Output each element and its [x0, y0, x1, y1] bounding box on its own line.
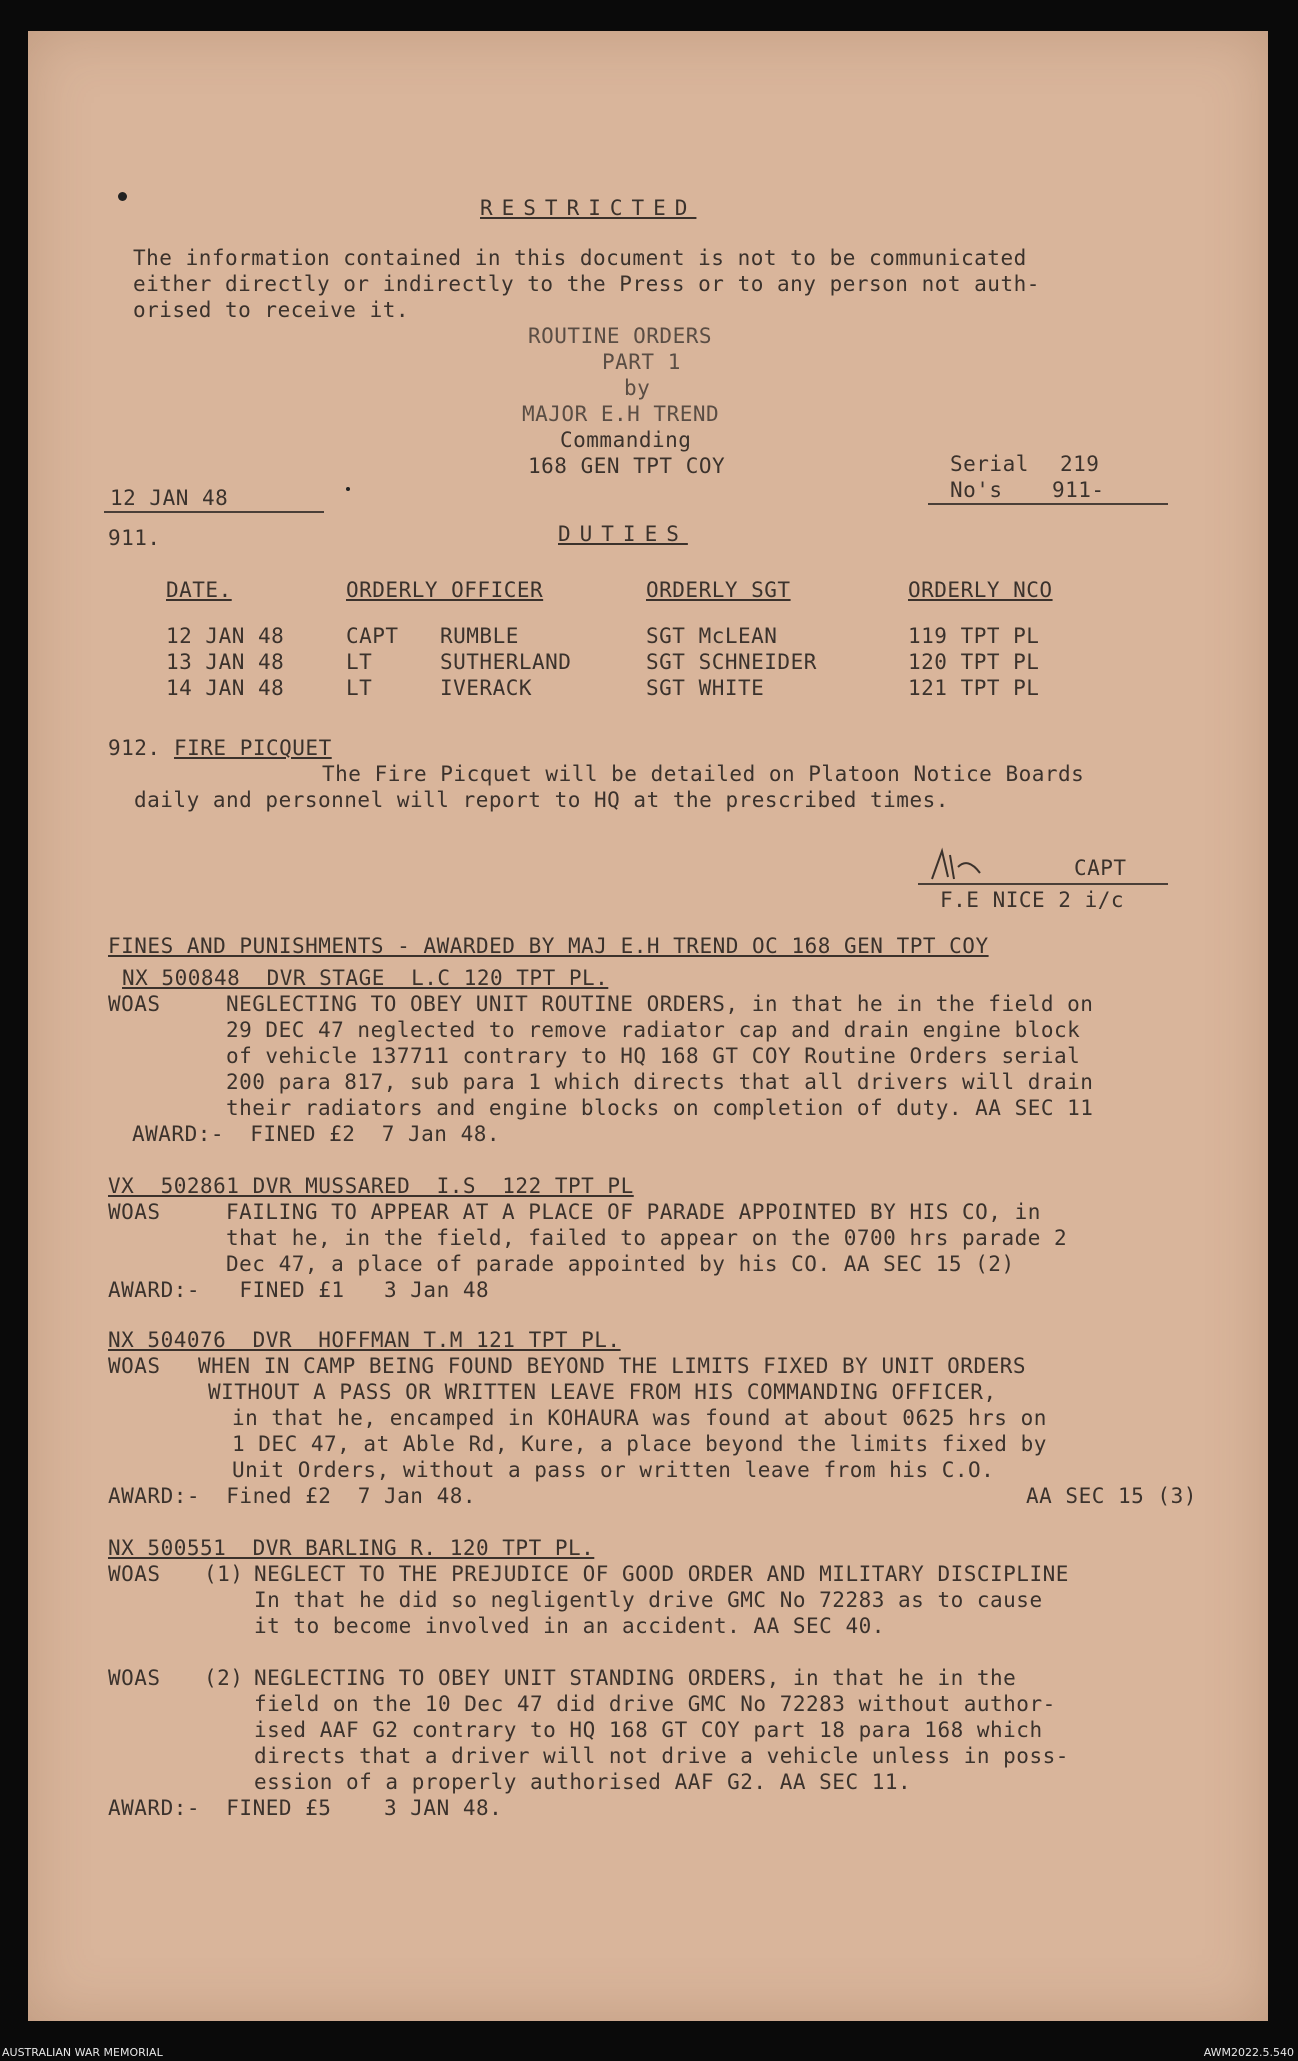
case-1-charge-2: 29 DEC 47 neglected to remove radiator cap and drain engine block: [226, 1018, 1081, 1042]
case-2-award: AWARD:- FINED £1 3 Jan 48: [108, 1278, 490, 1302]
case-3-ref: AA SEC 15 (3): [1026, 1484, 1197, 1508]
duty-row-1-nco: 119 TPT PL: [908, 624, 1040, 648]
fire-picquet-line-2: daily and personnel will report to HQ at the prescribed times.: [134, 788, 949, 812]
orders-title: ROUTINE ORDERS: [528, 324, 713, 348]
case-4-count-2-line-2: field on the 10 Dec 47 did drive GMC No 72283 without author-: [254, 1692, 1056, 1716]
case-4-count-2-line-4: directs that a driver will not drive a vehicle unless in poss-: [254, 1744, 1069, 1768]
duty-row-1-rank: CAPT: [346, 624, 399, 648]
fire-picquet-heading: FIRE PICQUET: [174, 736, 332, 760]
case-3-charge-1: WHEN IN CAMP BEING FOUND BEYOND THE LIMITS FIXED BY UNIT ORDERS: [198, 1354, 1027, 1378]
fire-picquet-line-1: The Fire Picquet will be detailed on Platoon Notice Boards: [322, 762, 1085, 786]
serial-value: 219: [1060, 452, 1100, 476]
case-4-award: AWARD:- FINED £5 3 JAN 48.: [108, 1796, 503, 1820]
case-4-soldier: NX 500551 DVR BARLING R. 120 TPT PL.: [108, 1536, 595, 1560]
duties-header-nco: ORDERLY NCO: [908, 578, 1053, 602]
case-1-woas: WOAS: [108, 992, 161, 1016]
duty-row-2-sgt: SGT SCHNEIDER: [646, 650, 817, 674]
case-3-charge-2: WITHOUT A PASS OR WRITTEN LEAVE FROM HIS COMMANDING OFFICER,: [208, 1380, 997, 1404]
case-4-count-2-line-1: NEGLECTING TO OBEY UNIT STANDING ORDERS, in that he in the: [254, 1666, 1017, 1690]
case-2-charge-3: Dec 47, a place of parade appointed by his CO. AA SEC 15 (2): [226, 1252, 1015, 1276]
duty-row-3-sgt: SGT WHITE: [646, 676, 765, 700]
case-1-soldier: NX 500848 DVR STAGE L.C 120 TPT PL.: [122, 966, 609, 990]
duty-row-1-sgt: SGT McLEAN: [646, 624, 778, 648]
orders-officer: MAJOR E.H TREND: [522, 402, 720, 426]
case-4-count-1-line-2: In that he did so negligently drive GMC No 72283 as to cause: [254, 1588, 1043, 1612]
case-4-count-2-line-3: ised AAF G2 contrary to HQ 168 GT COY part 18 para 168 which: [254, 1718, 1043, 1742]
signature-rule: [918, 883, 1168, 885]
signature-name: F.E NICE 2 i/c: [940, 888, 1125, 912]
duty-row-3-nco: 121 TPT PL: [908, 676, 1040, 700]
case-4-count-2-num: (2): [204, 1666, 244, 1690]
case-3-charge-5: Unit Orders, without a pass or written leave from his C.O.: [232, 1458, 995, 1482]
ink-spot: [118, 192, 127, 201]
nos-label: No's: [950, 478, 1003, 502]
duties-number: 911.: [108, 526, 161, 550]
signature-rank: CAPT: [1074, 856, 1127, 880]
duty-row-3-officer: IVERACK: [440, 676, 533, 700]
case-2-soldier: VX 502861 DVR MUSSARED I.S 122 TPT PL: [108, 1174, 634, 1198]
duties-heading: DUTIES: [558, 522, 688, 546]
case-1-charge-4: 200 para 817, sub para 1 which directs that all drivers will drain: [226, 1070, 1094, 1094]
case-4-count-1-num: (1): [204, 1562, 244, 1586]
duties-header-officer: ORDERLY OFFICER: [346, 578, 544, 602]
notice-line-3: orised to receive it.: [133, 298, 410, 322]
duty-row-2-officer: SUTHERLAND: [440, 650, 572, 674]
duty-row-3-rank: LT: [346, 676, 373, 700]
duty-row-1-date: 12 JAN 48: [166, 624, 285, 648]
classification-heading: RESTRICTED: [480, 196, 697, 220]
case-2-charge-2: that he, in the field, failed to appear on the 0700 hrs parade 2: [226, 1226, 1068, 1250]
orders-role: Commanding: [560, 428, 692, 452]
case-1-charge-1: NEGLECTING TO OBEY UNIT ROUTINE ORDERS, in that he in the field on: [226, 992, 1094, 1016]
case-4-count-1-line-3: it to become involved in an accident. AA SEC 40.: [254, 1614, 885, 1638]
fines-heading: FINES AND PUNISHMENTS - AWARDED BY MAJ E.H TREND OC 168 GEN TPT COY: [108, 934, 989, 958]
case-4-count-1-line-1: NEGLECT TO THE PREJUDICE OF GOOD ORDER AND MILITARY DISCIPLINE: [254, 1562, 1069, 1586]
serial-label: Serial: [950, 452, 1029, 476]
orders-part: PART 1: [602, 350, 681, 374]
footer-accession: AWM2022.5.540: [1203, 2046, 1294, 2059]
footer-credit: AUSTRALIAN WAR MEMORIAL: [2, 2046, 163, 2059]
serial-rule: [928, 503, 1168, 505]
notice-line-1: The information contained in this document is not to be communicated: [133, 246, 1027, 270]
duty-row-2-nco: 120 TPT PL: [908, 650, 1040, 674]
case-4-count-2-woas: WOAS: [108, 1666, 161, 1690]
case-3-soldier: NX 504076 DVR HOFFMAN T.M 121 TPT PL.: [108, 1328, 621, 1352]
case-4-count-2-line-5: ession of a properly authorised AAF G2. AA SEC 11.: [254, 1770, 912, 1794]
duties-header-sgt: ORDERLY SGT: [646, 578, 791, 602]
case-1-charge-5: their radiators and engine blocks on completion of duty. AA SEC 11: [226, 1096, 1094, 1120]
case-2-charge-1: FAILING TO APPEAR AT A PLACE OF PARADE APPOINTED BY HIS CO, in: [226, 1200, 1041, 1224]
case-3-award: AWARD:- Fined £2 7 Jan 48.: [108, 1484, 477, 1508]
orders-unit: 168 GEN TPT COY: [528, 454, 726, 478]
case-2-woas: WOAS: [108, 1200, 161, 1224]
case-3-woas: WOAS: [108, 1354, 161, 1378]
orders-by: by: [624, 376, 651, 400]
duty-row-2-date: 13 JAN 48: [166, 650, 285, 674]
case-1-charge-3: of vehicle 137711 contrary to HQ 168 GT COY Routine Orders serial: [226, 1044, 1081, 1068]
notice-line-2: either directly or indirectly to the Press or to any person not auth-: [133, 272, 1040, 296]
case-1-award: AWARD:- FINED £2 7 Jan 48.: [132, 1122, 501, 1146]
case-3-charge-4: 1 DEC 47, at Able Rd, Kure, a place beyond the limits fixed by: [232, 1432, 1047, 1456]
nos-value: 911-: [1052, 478, 1105, 502]
duty-row-3-date: 14 JAN 48: [166, 676, 285, 700]
document-page: [28, 31, 1268, 2021]
order-date: 12 JAN 48: [110, 486, 229, 510]
case-4-count-1-woas: WOAS: [108, 1562, 161, 1586]
dot-mark: [346, 487, 350, 491]
fire-picquet-number: 912.: [108, 736, 161, 760]
duty-row-2-rank: LT: [346, 650, 373, 674]
duty-row-1-officer: RUMBLE: [440, 624, 519, 648]
signature-mark: [928, 847, 988, 883]
date-rule: [104, 511, 324, 513]
duties-header-date: DATE.: [166, 578, 232, 602]
case-3-charge-3: in that he, encamped in KOHAURA was found at about 0625 hrs on: [232, 1406, 1047, 1430]
